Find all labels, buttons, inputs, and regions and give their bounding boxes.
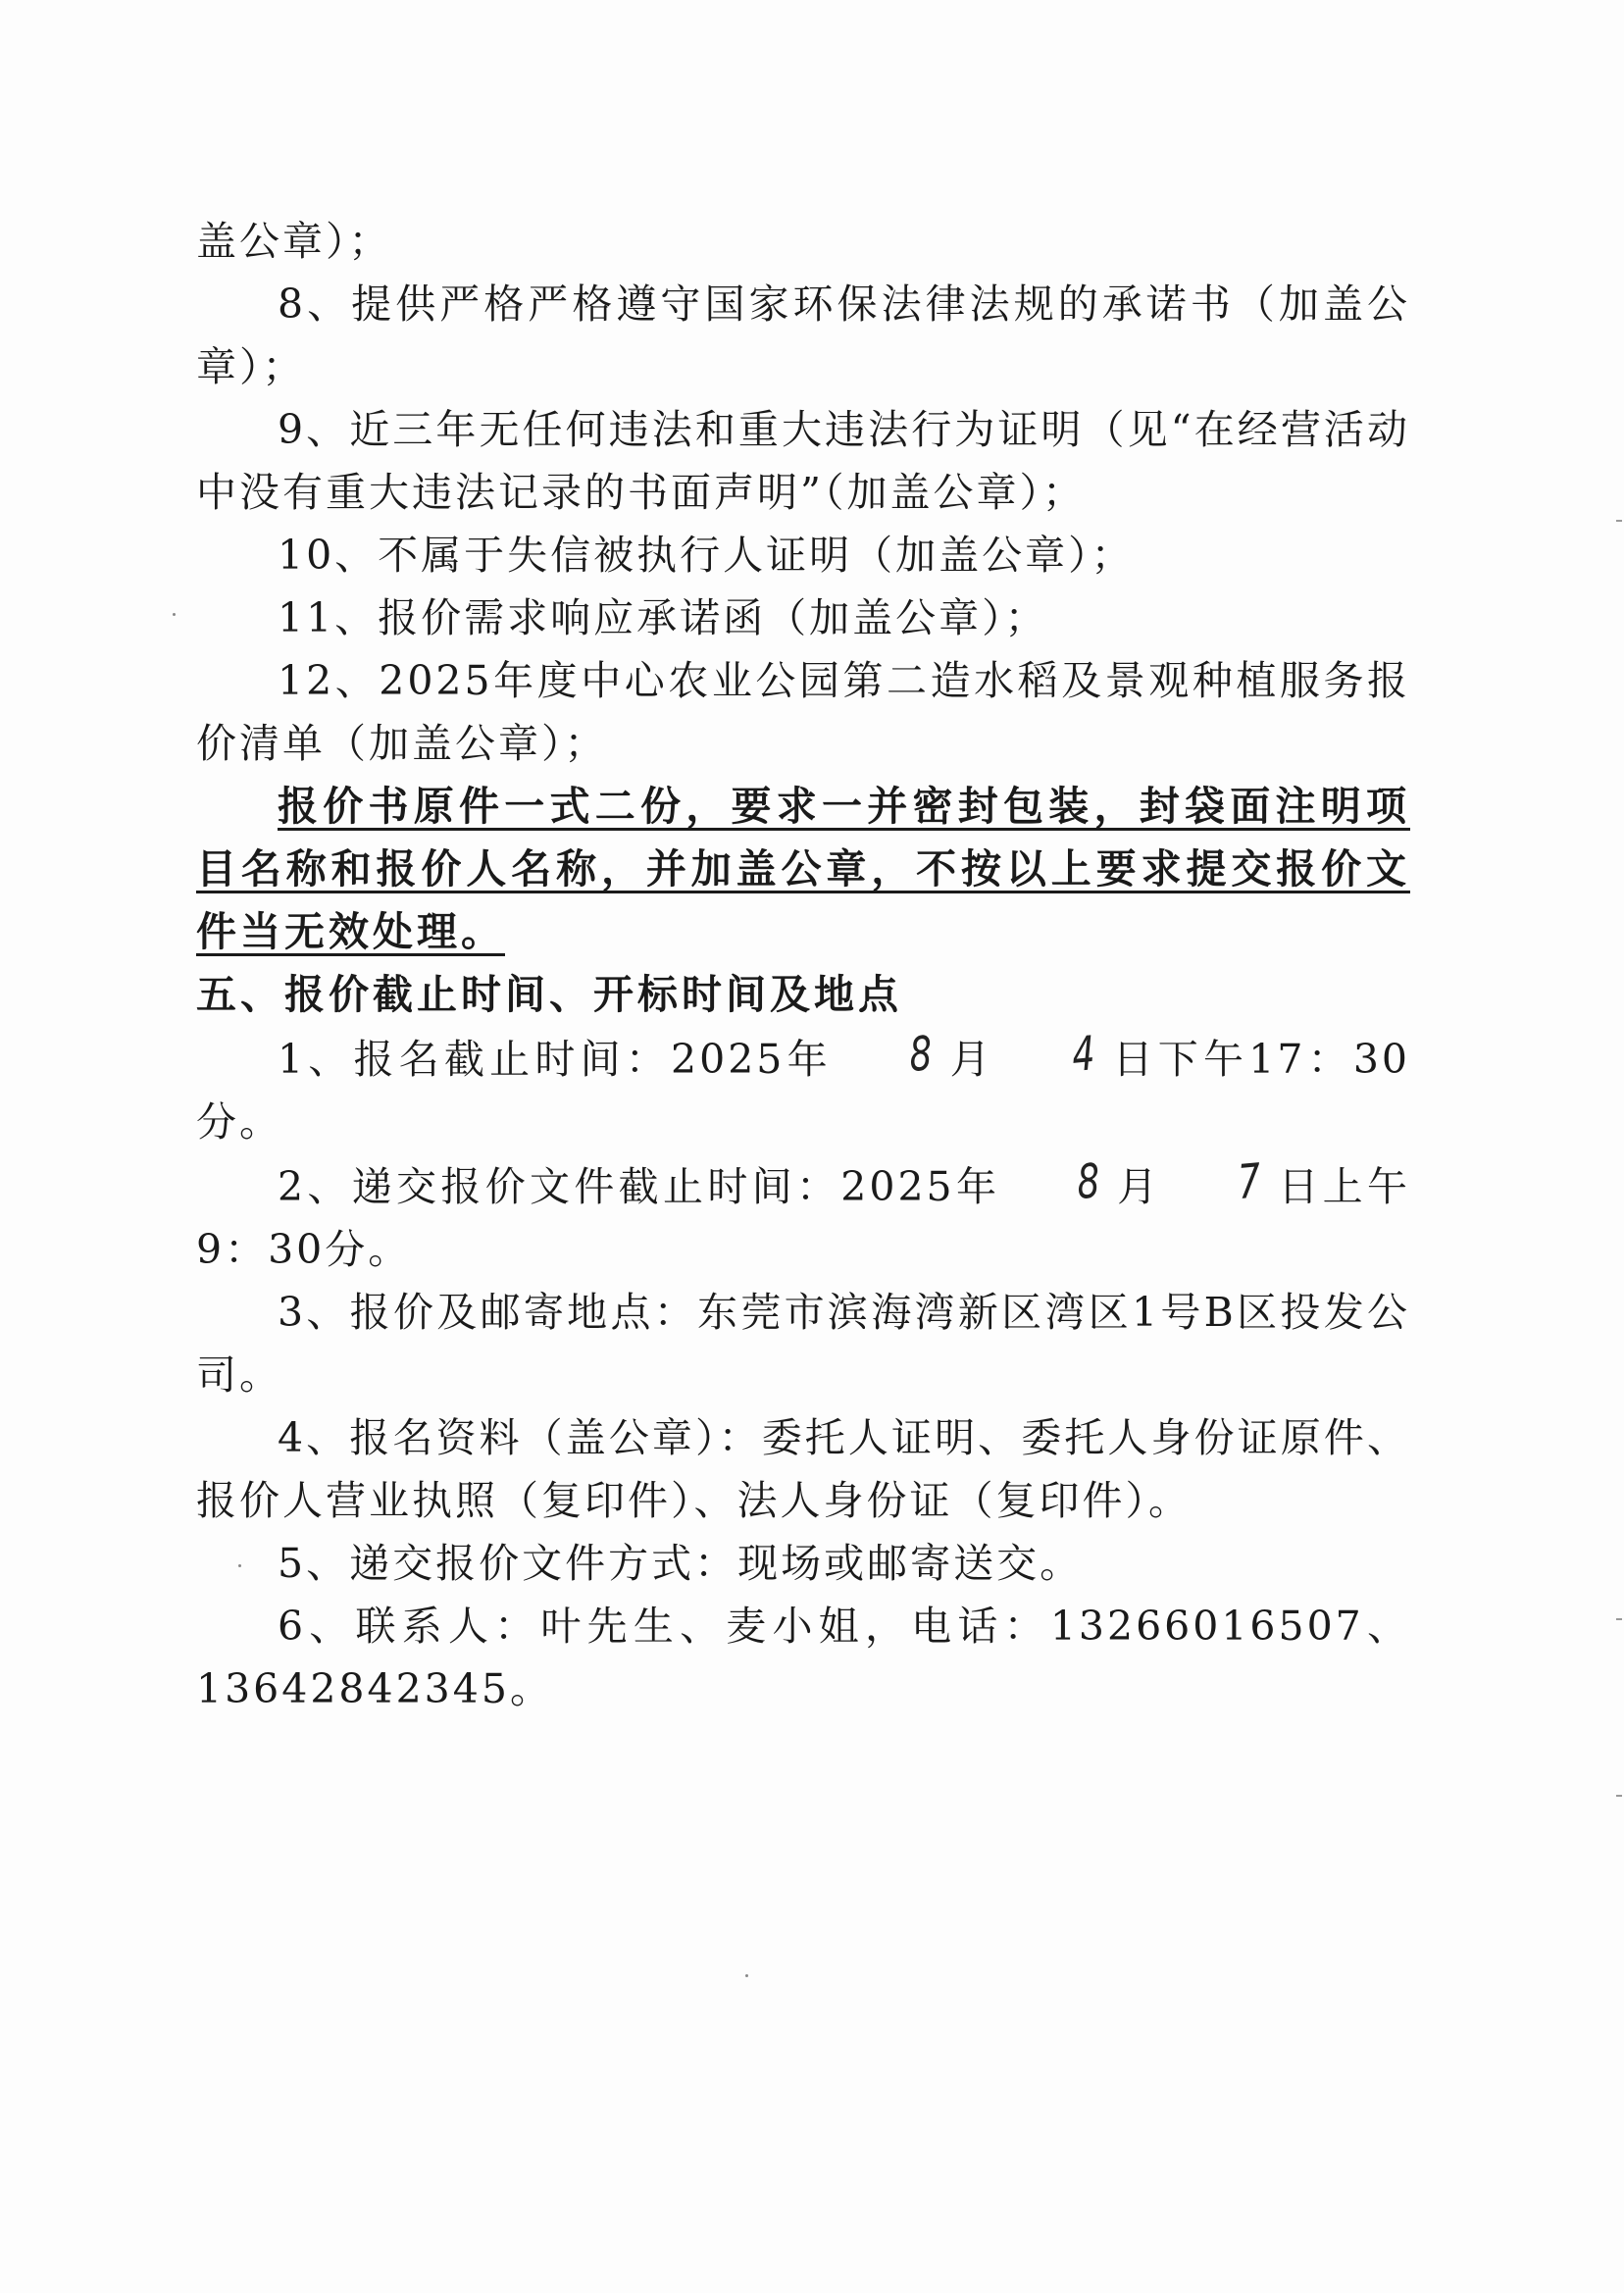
scan-speck [745, 1974, 748, 1977]
requirement-item-11: 11、报价需求响应承诺函（加盖公章）； [278, 594, 1048, 641]
month-char: 月 [1115, 1163, 1162, 1210]
submission-deadline-suffix: 日上午9：30分。 [196, 1163, 1411, 1273]
submission-deadline [196, 1153, 1410, 1281]
handwritten-month: 8 [1076, 1153, 1101, 1211]
handwritten-day: 7 [1237, 1153, 1263, 1211]
submission-deadline-prefix: 2、递交报价文件截止时间：2025年 [278, 1163, 1001, 1210]
registration-materials: 4、报名资料（盖公章）：委托人证明、委托人身份证原件、报价人营业执照（复印件）、法人身份证（复印件）。 [196, 1414, 1410, 1524]
scan-edge-mark [1616, 520, 1622, 522]
handwritten-day: 4 [1070, 1026, 1096, 1084]
scan-edge-mark [1616, 1795, 1622, 1797]
sealing-requirement-text: 报价书原件一式二份，要求一并密封包装，封袋面注明项目名称和报价人名称，并加盖公章，不按以上要求提交报价文件当无效处理。 [196, 783, 1410, 955]
registration-deadline [196, 1026, 1410, 1153]
registration-deadline-suffix: 日下午17：30分。 [196, 1036, 1411, 1146]
sealing-requirement-note [196, 775, 1410, 963]
submission-method: 5、递交报价文件方式：现场或邮寄送交。 [278, 1540, 1084, 1587]
submission-address: 3、报价及邮寄地点：东莞市滨海湾新区湾区1号B区投发公司。 [196, 1289, 1410, 1399]
month-char: 月 [947, 1036, 995, 1083]
requirement-item-8: 8、提供严格严格遵守国家环保法律法规的承诺书（加盖公章）； [196, 280, 1410, 390]
section-5-heading: 五、报价截止时间、开标时间及地点 [196, 971, 902, 1018]
document-body [196, 210, 1410, 1720]
contact-info: 6、联系人：叶先生、麦小姐，电话：13266016507、13642842345。 [196, 1603, 1410, 1712]
handwritten-month: 8 [907, 1026, 934, 1084]
requirement-item-12: 12、2025年度中心农业公园第二造水稻及景观种植服务报价清单（加盖公章）； [196, 657, 1410, 767]
scan-speck [173, 613, 176, 616]
requirement-item-9: 9、近三年无任何违法和重大违法行为证明（见“在经营活动中没有重大违法记录的书面声明”（加盖公章）； [196, 406, 1410, 516]
scan-edge-mark [1616, 1618, 1622, 1620]
registration-deadline-prefix: 1、报名截止时间：2025年 [278, 1036, 833, 1083]
continued-line: 盖公章）； [196, 218, 392, 265]
requirement-item-10: 10、不属于失信被执行人证明（加盖公章）； [278, 532, 1135, 579]
